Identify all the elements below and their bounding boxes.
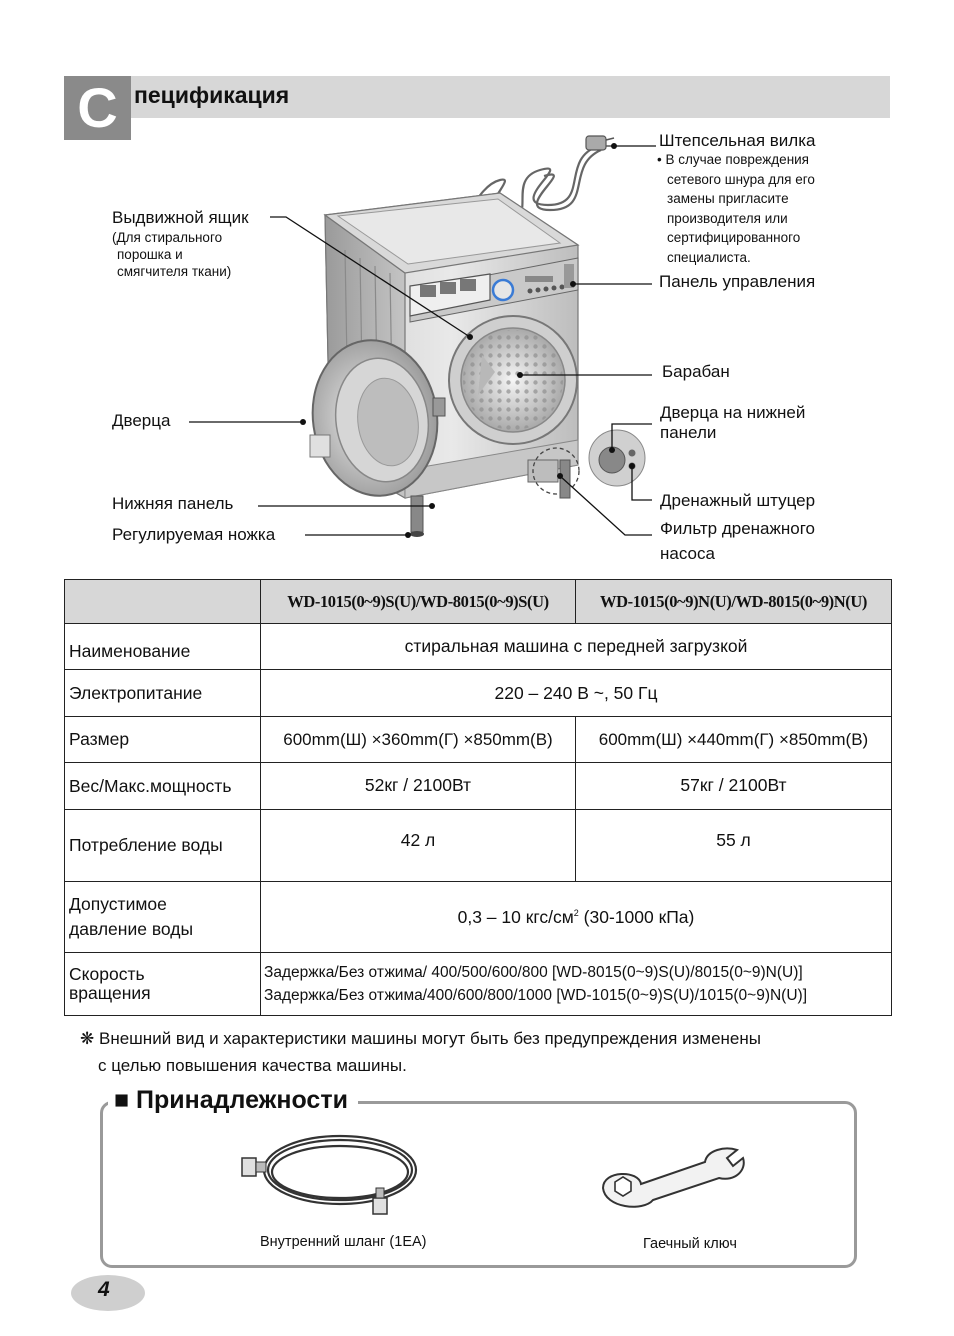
program-dial-icon xyxy=(493,280,513,300)
foot-label: Регулируемая ножка xyxy=(112,525,276,544)
hose-icon xyxy=(230,1128,430,1228)
filter-label-2: насоса xyxy=(660,544,715,563)
page-number-badge xyxy=(70,1268,150,1316)
accessory-caption-wrench: Гаечный ключ xyxy=(643,1236,737,1252)
row-label: Размер xyxy=(65,717,261,763)
square-bullet-icon: ■ xyxy=(114,1086,137,1114)
lower-door-label-1: Дверца на нижней xyxy=(660,403,806,422)
row-value: 600mm(Ш) ×440mm(Г) ×850mm(В) xyxy=(576,717,892,763)
drawer-label: Выдвижной ящик xyxy=(112,208,249,227)
row-value xyxy=(261,953,892,1016)
footnote-line-2: с целью повышения качества машины. xyxy=(98,1056,407,1075)
row-label: Электропитание xyxy=(65,670,261,717)
drawer-sub-1: (Для стирального xyxy=(112,230,223,245)
spin-label-2: вращения xyxy=(69,983,151,1003)
drawer-sub-2: порошка и xyxy=(117,247,183,262)
table-header-cell xyxy=(65,580,261,624)
spin-label-1: Скорость xyxy=(69,964,145,984)
drawer-sub-3: смягчителя ткани) xyxy=(117,264,232,279)
plug-note-line: • В случае повреждения xyxy=(657,152,809,167)
row-value: 42 л xyxy=(261,810,576,882)
table-row xyxy=(65,717,892,763)
plug-note-line: специалиста. xyxy=(667,249,751,265)
table-row xyxy=(65,882,892,953)
plug-label: Штепсельная вилка xyxy=(659,131,816,150)
row-value: 52кг / 2100Вт xyxy=(261,763,576,810)
bottom-panel-label: Нижняя панель xyxy=(112,494,234,513)
table-row xyxy=(65,763,892,810)
pressure-label-2: давление воды xyxy=(69,919,194,939)
row-label: Потребление воды xyxy=(65,810,261,882)
row-value: 220 – 240 В ~, 50 Гц xyxy=(261,670,892,717)
plug-note-line: производителя или xyxy=(667,210,788,226)
lower-door-label-2: панели xyxy=(660,423,717,442)
header-initial-letter: С xyxy=(64,76,131,140)
table-header-row xyxy=(65,580,892,624)
adjustable-foot xyxy=(411,496,423,532)
wrench-icon xyxy=(595,1140,755,1210)
row-label xyxy=(65,953,261,1016)
accessory-caption-hose: Внутренний шланг (1EA) xyxy=(260,1234,427,1250)
page-number: 4 xyxy=(98,1278,110,1301)
table-header-cell: WD-1015(0~9)S(U)/WD-8015(0~9)S(U) xyxy=(261,580,576,624)
door-label: Дверца xyxy=(112,411,171,430)
table-row xyxy=(65,670,892,717)
row-value: 55 л xyxy=(576,810,892,882)
row-value: 600mm(Ш) ×360mm(Г) ×850mm(В) xyxy=(261,717,576,763)
plug-note xyxy=(657,150,815,267)
row-value: стиральная машина с передней загрузкой xyxy=(261,624,892,670)
filter-closeup xyxy=(589,430,645,486)
row-label xyxy=(65,882,261,953)
spin-value-2: Задержка/Без отжима/400/600/800/1000 [WD-1015(0~9)S(U)/1015(0~9)N(U)] xyxy=(264,987,808,1004)
page-title: пецификация xyxy=(134,82,290,108)
row-label: Вес/Макс.мощность xyxy=(65,763,261,810)
row-value: 57кг / 2100Вт xyxy=(576,763,892,810)
filter-label-1: Фильтр дренажного xyxy=(660,519,816,538)
table-header-cell: WD-1015(0~9)N(U)/WD-8015(0~9)N(U) xyxy=(576,580,892,624)
accessories-title: Принадлежности xyxy=(136,1086,348,1114)
table-row xyxy=(65,624,892,670)
plug-note-line: сетевого шнура для его xyxy=(667,171,815,187)
accessories-heading xyxy=(108,1083,358,1117)
spec-table xyxy=(64,579,892,1016)
drain-hose-label: Дренажный штуцер xyxy=(660,491,816,510)
pressure-label-1: Допустимое xyxy=(69,894,167,914)
table-row xyxy=(65,810,892,882)
plug-note-line: сертифицированного xyxy=(667,230,801,245)
footnote-symbol: ❋ xyxy=(80,1029,95,1048)
plug-icon xyxy=(586,136,614,150)
spin-value-1: Задержка/Без отжима/ 400/500/600/800 [WD-8015(0~9)S(U)/8015(0~9)N(U)] xyxy=(264,964,803,981)
drum-label: Барабан xyxy=(662,362,730,381)
row-label: Наименование xyxy=(65,624,261,670)
table-row xyxy=(65,953,892,1016)
footnote-line-1: Внешний вид и характеристики машины могут быть без предупреждения изменены xyxy=(98,1029,761,1048)
plug-note-line: замены пригласите xyxy=(667,191,789,206)
row-value: 0,3 – 10 кгс/$см^2$ (30-1000 кПа) xyxy=(261,882,892,953)
footnote xyxy=(80,1025,880,1052)
control-panel-label: Панель управления xyxy=(659,272,816,291)
